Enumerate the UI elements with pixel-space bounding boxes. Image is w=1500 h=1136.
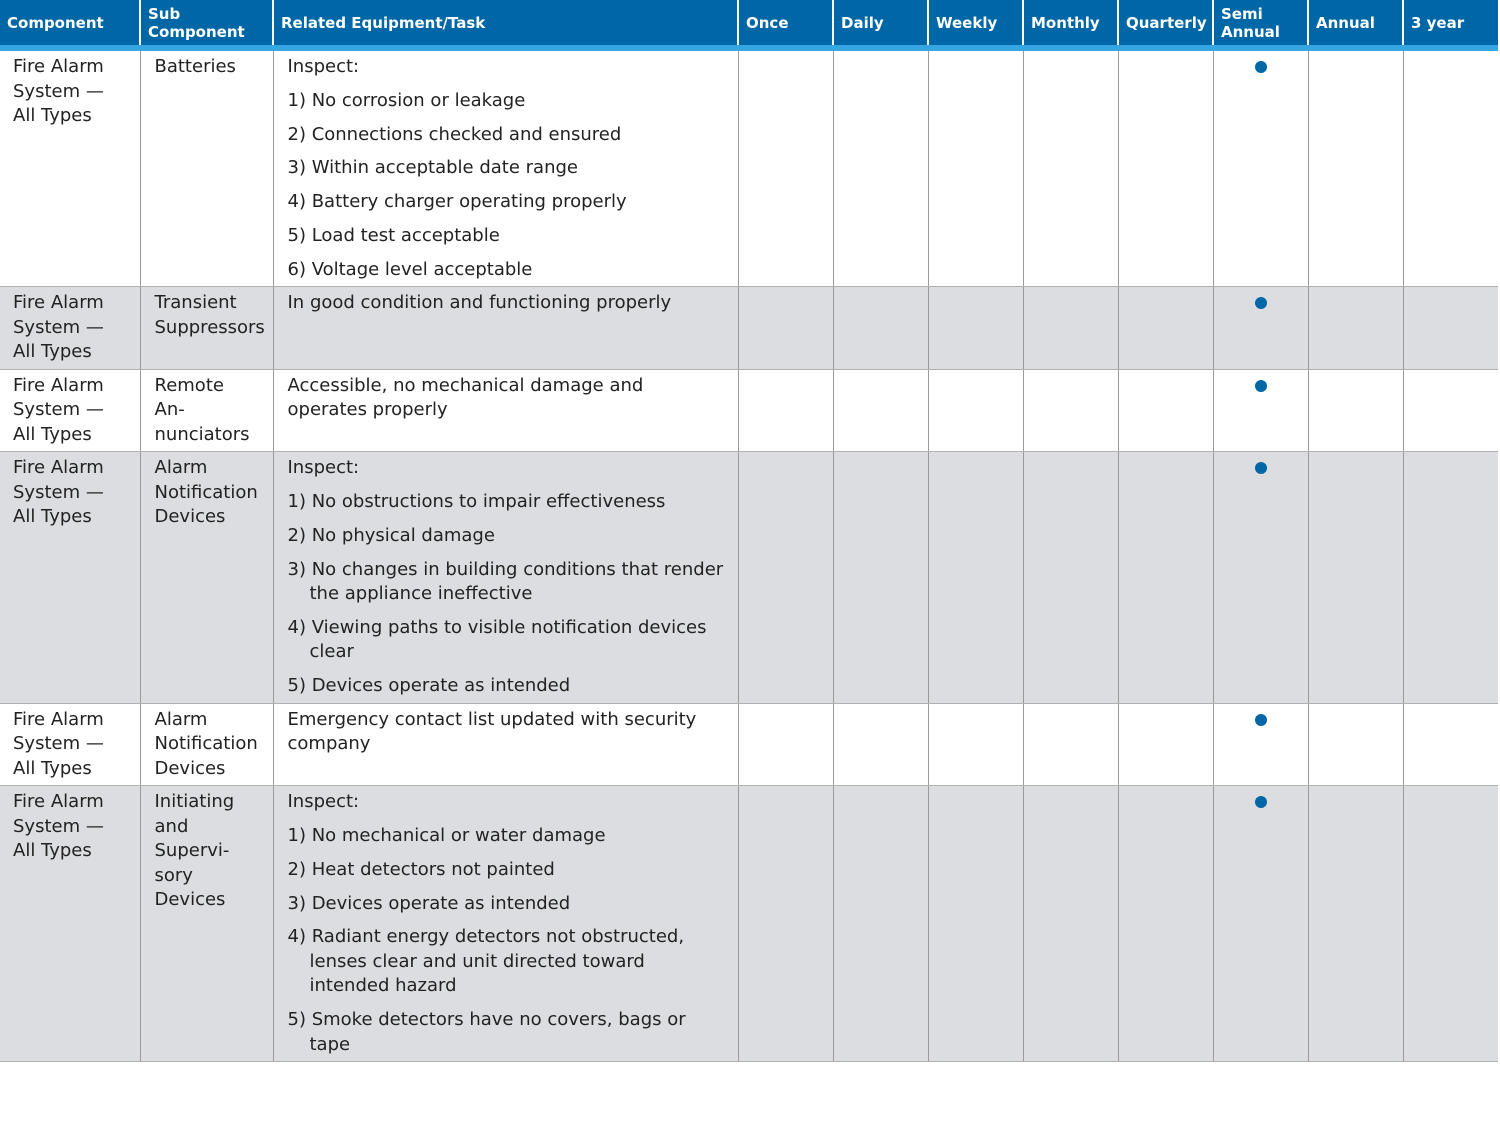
frequency-cell [1308,48,1403,287]
task-line: 3) No changes in building conditions that render the appliance ineffective [287,558,724,605]
task-line: 5) Smoke detectors have no covers, bags or tape [287,1009,686,1055]
frequency-cell [928,703,1023,786]
component-cell: Fire Alarm System — All Types [0,703,140,786]
frequency-dot-icon [1255,714,1267,726]
frequency-cell [1403,452,1498,703]
header-row [0,0,1498,48]
frequency-cell [833,703,928,786]
header-semi-annual-line2: Annual [1221,22,1280,41]
frequency-cell [738,287,833,370]
task-line: 1) No mechanical or water damage [287,825,606,847]
header-monthly: Monthly [1023,0,1118,48]
task-line: 4) Viewing paths to visible notification devices clear [287,616,707,663]
task-cell [273,786,738,1062]
frequency-cell [1118,786,1213,1062]
sub-component-cell: Transient Suppressors [140,287,273,370]
task-line: Inspect: [287,457,360,479]
sub-component-cell: Alarm Notification Devices [140,452,273,703]
task-line: 2) Connections checked and ensured [287,123,622,145]
frequency-cell [833,786,928,1062]
frequency-dot-icon [1255,61,1267,73]
sub-component-cell: Batteries [140,48,273,287]
frequency-cell [1308,452,1403,703]
frequency-cell [738,452,833,703]
frequency-cell [1403,48,1498,287]
frequency-dot-icon [1255,796,1267,808]
frequency-cell [738,703,833,786]
frequency-cell [833,287,928,370]
component-cell: Fire Alarm System — All Types [0,369,140,452]
task-line: In good condition and functioning properly [287,292,672,314]
frequency-cell [1308,786,1403,1062]
frequency-cell [1403,287,1498,370]
frequency-cell [833,452,928,703]
task-line: 5) Devices operate as intended [287,675,571,697]
sub-component-cell: Remote An-nunciators [140,369,273,452]
frequency-cell [1213,786,1308,1062]
component-cell: Fire Alarm System — All Types [0,48,140,287]
frequency-cell [833,369,928,452]
frequency-cell [1023,48,1118,287]
task-line: Inspect: [287,56,360,77]
sub-component-cell: Initiating and Supervi-sory Devices [140,786,273,1062]
header-three-year: 3 year [1403,0,1498,48]
task-line: 3) Devices operate as intended [287,892,571,914]
table-row [0,369,1498,452]
frequency-cell [1118,369,1213,452]
component-cell: Fire Alarm System — All Types [0,452,140,703]
frequency-dot-icon [1255,462,1267,474]
task-line: 2) Heat detectors not painted [287,858,555,880]
task-line: 4) Radiant energy detectors not obstructed, lenses clear and unit directed toward intended hazard [287,926,685,997]
table-row [0,452,1498,703]
task-line: 2) No physical damage [287,524,495,546]
frequency-cell [1403,703,1498,786]
header-weekly: Weekly [928,0,1023,48]
frequency-cell [1118,703,1213,786]
frequency-cell [928,369,1023,452]
task-line: 5) Load test acceptable [287,224,500,246]
task-line: 6) Voltage level acceptable [287,258,533,280]
header-quarterly: Quarterly [1118,0,1213,48]
header-sub-component [140,0,273,48]
frequency-cell [738,786,833,1062]
frequency-cell [1023,452,1118,703]
header-annual: Annual [1308,0,1403,48]
header-sub-component-line1: Sub [148,4,181,23]
frequency-cell [1213,703,1308,786]
frequency-cell [1213,452,1308,703]
frequency-cell [1213,48,1308,287]
task-line: Accessible, no mechanical damage and operates properly [287,374,644,421]
frequency-cell [738,369,833,452]
frequency-cell [1023,287,1118,370]
header-once: Once [738,0,833,48]
frequency-cell [928,786,1023,1062]
frequency-cell [1213,369,1308,452]
task-line: Emergency contact list updated with security company [287,708,697,755]
task-cell [273,287,738,370]
header-task: Related Equipment/Task [273,0,738,48]
frequency-cell [1403,369,1498,452]
header-daily: Daily [833,0,928,48]
frequency-cell [1023,786,1118,1062]
table-row [0,48,1498,287]
frequency-cell [1118,48,1213,287]
task-line: 1) No obstructions to impair effectiveness [287,491,666,513]
task-line: 1) No corrosion or leakage [287,89,526,111]
table-row [0,703,1498,786]
task-cell [273,48,738,287]
frequency-cell [1403,786,1498,1062]
frequency-cell [928,48,1023,287]
frequency-dot-icon [1255,297,1267,309]
frequency-cell [928,452,1023,703]
header-semi-annual [1213,0,1308,48]
frequency-dot-icon [1255,380,1267,392]
frequency-cell [1308,287,1403,370]
header-component: Component [0,0,140,48]
table-row [0,287,1498,370]
task-line: Inspect: [287,791,360,813]
frequency-cell [1023,369,1118,452]
frequency-cell [738,48,833,287]
frequency-cell [1118,287,1213,370]
table-row [0,786,1498,1062]
component-cell: Fire Alarm System — All Types [0,786,140,1062]
frequency-cell [1213,287,1308,370]
task-cell [273,703,738,786]
task-line: 3) Within acceptable date range [287,157,578,179]
sub-component-cell: Alarm Notification Devices [140,703,273,786]
frequency-cell [1308,703,1403,786]
frequency-cell [1023,703,1118,786]
task-cell [273,369,738,452]
frequency-cell [928,287,1023,370]
header-semi-annual-line1: Semi [1221,4,1263,23]
component-cell: Fire Alarm System — All Types [0,287,140,370]
task-cell [273,452,738,703]
frequency-cell [1308,369,1403,452]
frequency-cell [833,48,928,287]
header-sub-component-line2: Component [148,22,245,41]
task-line: 4) Battery charger operating properly [287,191,627,213]
frequency-cell [1118,452,1213,703]
table-body [0,48,1498,1062]
